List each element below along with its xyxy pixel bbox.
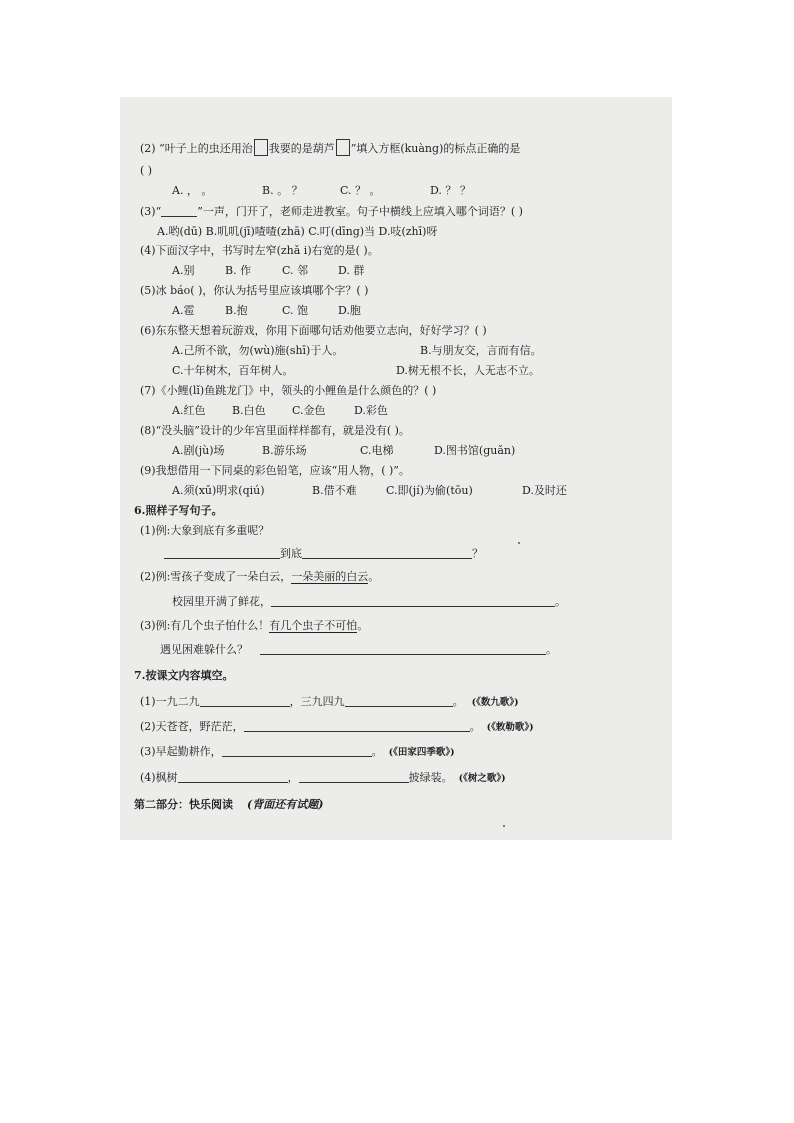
s7-l2-end: 。 <box>469 720 481 733</box>
s7-src-1: (《数九歌》) <box>471 697 519 708</box>
q2-option-d: D. ？ ？ <box>430 184 471 197</box>
s7-l2-a: (2)天苍苍，野茫茫， <box>140 720 244 733</box>
q3-line <box>140 204 523 219</box>
s7-l4-a: (4)枫树 <box>140 771 178 784</box>
q5-option-a: A.雹 <box>172 304 195 317</box>
s6-prompt-2: 校园里开满了鲜花， <box>172 595 271 608</box>
q8-option-d: D.图书馆(guǎn) <box>434 444 516 457</box>
speck <box>503 825 505 827</box>
s6-blank-1a[interactable] <box>164 547 280 559</box>
s6-answer-3 <box>160 642 557 657</box>
q9-text: (9)我想借用一下同桌的彩色铅笔，应该“用人物，( )”。 <box>140 464 410 477</box>
q2-text-c: ”填入方框(kuàng)的标点正确的是 <box>350 142 521 155</box>
s7-l4-b: ， <box>287 771 299 784</box>
s6-mid: 到底 <box>280 547 302 560</box>
q3-text-a: (3)“ <box>140 205 162 218</box>
s6-blank-1b[interactable] <box>302 547 472 559</box>
s7-l3-a: (3)早起勤耕作， <box>140 745 222 758</box>
q5-text: (5)冰 báo( )，你认为括号里应该填哪个字？( ) <box>140 284 369 297</box>
s6-blank-2[interactable] <box>271 595 555 607</box>
s6-end-dot-2: 。 <box>555 595 566 608</box>
q5-option-d: D.胞 <box>338 304 361 317</box>
q3-text-b: ”一声，门开了，老师走进教室。句子中横线上应填入哪个词语？( ) <box>197 205 523 218</box>
s7-line-1 <box>140 694 519 710</box>
s6-example-1: (1)例:大象到底有多重呢？ <box>140 524 270 537</box>
s6-example-3 <box>140 618 368 633</box>
s7-line-3 <box>140 744 455 760</box>
s6-end-1: ？ <box>472 547 483 560</box>
s6-ex2-end: 。 <box>368 570 380 583</box>
q7-option-a: A.红色 <box>172 404 206 417</box>
q5-option-c: C. 饱 <box>282 304 309 317</box>
s7-blank-2[interactable] <box>244 720 470 732</box>
q6-option-a: A.己所不欲，勿(wù)施(shī)于人。 <box>172 344 344 357</box>
q2-paren: ( ) <box>140 164 153 177</box>
q2-text-b: 我要的是葫芦 <box>268 142 335 155</box>
part-2-note: (背面还有试题) <box>247 798 324 811</box>
q9-option-c: C.即(jí)为偷(tōu) <box>386 484 473 497</box>
q2-line <box>140 139 520 156</box>
q9-option-d: D.及时还 <box>522 484 567 497</box>
s6-ex3-text: (3)例:有几个虫子怕什么！ <box>140 619 270 632</box>
answer-box-1 <box>254 139 268 156</box>
s7-l4-c: 披绿装。 <box>408 771 453 784</box>
s7-blank-4b[interactable] <box>299 771 409 783</box>
part-2-heading: 第二部分：快乐阅读 <box>134 798 233 811</box>
s7-blank-4a[interactable] <box>178 771 288 783</box>
q4-text: (4)下面汉字中，书写时左窄(zhǎ i)右宽的是( )。 <box>140 244 379 257</box>
s6-answer-2 <box>172 594 566 609</box>
q7-option-d: D.彩色 <box>354 404 388 417</box>
q8-option-b: B.游乐场 <box>262 444 307 457</box>
s7-l1-a: (1)一九二九 <box>140 695 200 708</box>
s7-blank-1a[interactable] <box>200 695 290 707</box>
q7-text: (7)《小鲤(lǐ)鱼跳龙门》中，领头的小鲤鱼是什么颜色的？( ) <box>140 384 437 397</box>
s6-ex3-end: 。 <box>357 619 369 632</box>
s6-prompt-3: 遇见困难躲什么？ <box>160 643 248 656</box>
section-6-title: 6.照样子写句子。 <box>134 504 223 517</box>
q6-text: (6)东东整天想着玩游戏，你用下面哪句话劝他要立志向，好好学习？( ) <box>140 324 487 337</box>
q7-option-b: B.白色 <box>232 404 266 417</box>
s7-src-3: (《田家四季歌》) <box>388 747 455 758</box>
q4-option-d: D. 群 <box>338 264 365 277</box>
speck <box>518 542 520 544</box>
s6-ex2-underlined: 一朵美丽的白云 <box>291 570 369 583</box>
s6-example-2 <box>140 569 379 584</box>
q4-option-c: C. 邻 <box>282 264 309 277</box>
s7-l1-b: ，三九四九 <box>289 695 345 708</box>
q7-option-c: C.金色 <box>292 404 326 417</box>
s7-l3-end: 。 <box>371 745 383 758</box>
s7-l1-end: 。 <box>452 695 464 708</box>
part-2-title <box>134 797 323 812</box>
q2-option-c: C. ？ 。 <box>340 184 381 197</box>
q4-option-a: A.别 <box>172 264 195 277</box>
q4-option-b: B. 作 <box>225 264 252 277</box>
q6-option-d: D.树无根不长，人无志不立。 <box>396 364 540 377</box>
q2-option-a: A. ， 。 <box>172 184 213 197</box>
q3-blank <box>161 205 197 217</box>
answer-box-2 <box>336 139 350 156</box>
s7-src-2: (《敕勒歌》) <box>486 722 534 733</box>
q6-option-b: B.与朋友交，言而有信。 <box>420 344 542 357</box>
q5-option-b: B.抱 <box>225 304 248 317</box>
q8-option-a: A.剧(jù)场 <box>172 444 225 457</box>
s6-blank-3[interactable] <box>260 643 546 655</box>
exam-sheet-photo <box>120 97 672 840</box>
q8-option-c: C.电梯 <box>360 444 394 457</box>
s7-blank-1b[interactable] <box>345 695 453 707</box>
s6-ex2-text: (2)例:雪孩子变成了一朵白云， <box>140 570 292 583</box>
q9-option-a: A.须(xū)明求(qiú) <box>172 484 265 497</box>
s7-blank-3[interactable] <box>222 745 372 757</box>
s6-answer-1 <box>164 546 483 561</box>
s6-end-dot-3: 。 <box>546 643 557 656</box>
s6-ex3-underlined: 有几个虫子不可怕 <box>269 619 358 632</box>
q8-text: (8)“没头脑”设计的少年宫里面样样都有，就是没有( )。 <box>140 424 410 437</box>
section-7-title: 7.按课文内容填空。 <box>134 669 234 682</box>
q2-option-b: B. 。 ？ <box>262 184 303 197</box>
s7-line-4 <box>140 770 506 786</box>
q2-text-a: (2) “叶子上的虫还用治 <box>140 142 253 155</box>
s7-line-2 <box>140 719 534 735</box>
q3-options: A.哟(dū) B.叽叽(jī)喳喳(zhā) C.叮(dīng)当 D.吱(zhī)呀 <box>157 225 438 238</box>
s7-src-4: (《树之歌》) <box>458 773 506 784</box>
q9-option-b: B.借不难 <box>312 484 357 497</box>
q6-option-c: C.十年树木，百年树人。 <box>172 364 294 377</box>
